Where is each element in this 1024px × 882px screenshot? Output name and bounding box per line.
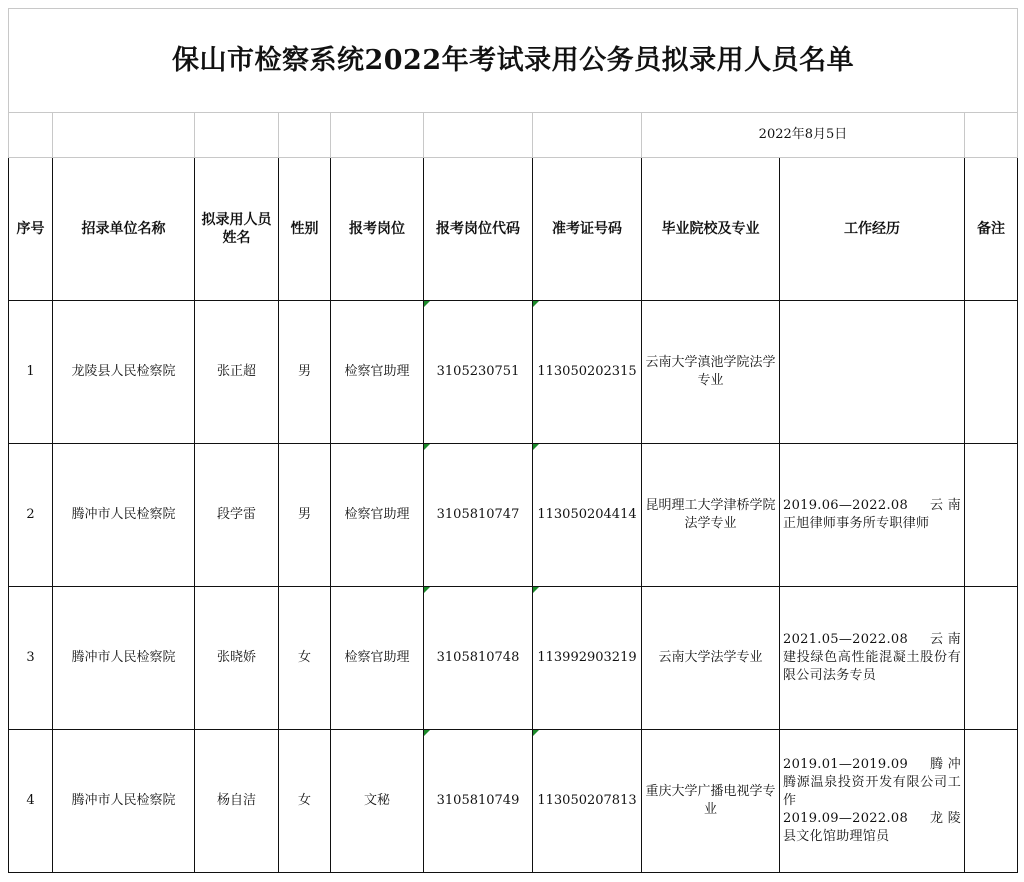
table-row (9, 730, 1018, 873)
recruitment-table (8, 8, 1018, 873)
cell-school: 重庆大学广播电视学专业 (642, 730, 780, 873)
experience-line: 2019.06—2022.08 云南正旭律师事务所专职律师 (783, 498, 961, 531)
cell-post: 检察官助理 (331, 587, 424, 730)
header-school: 毕业院校及专业 (642, 158, 780, 301)
experience-line: 2021.05—2022.08 云南建投绿色高性能混凝土股份有限公司法务专员 (783, 632, 961, 683)
cell-experience (780, 301, 965, 444)
date-row (9, 113, 1018, 158)
header-unit: 招录单位名称 (53, 158, 195, 301)
header-no: 序号 (9, 158, 53, 301)
cell-name: 杨自洁 (195, 730, 279, 873)
header-post: 报考岗位 (331, 158, 424, 301)
cell-gender: 男 (279, 444, 331, 587)
cell-school: 云南大学滇池学院法学专业 (642, 301, 780, 444)
experience-line: 2019.09—2022.08 龙陵县文化馆助理馆员 (783, 811, 961, 844)
cell-ticket: 113050204414 (533, 444, 642, 587)
cell-experience (780, 587, 965, 730)
header-row (9, 158, 1018, 301)
experience-line: 2019.01—2019.09 腾冲腾源温泉投资开发有限公司工作 (783, 757, 961, 808)
cell-post: 检察官助理 (331, 444, 424, 587)
cell-gender: 女 (279, 730, 331, 873)
cell-remark (965, 301, 1018, 444)
header-post-code: 报考岗位代码 (424, 158, 533, 301)
cell-school: 昆明理工大学津桥学院法学专业 (642, 444, 780, 587)
cell-post-code: 3105810749 (424, 730, 533, 873)
cell-experience (780, 444, 965, 587)
cell-post-code: 3105810747 (424, 444, 533, 587)
cell-no: 1 (9, 301, 53, 444)
page-title: 保山市检察系统2022年考试录用公务员拟录用人员名单 (9, 9, 1018, 113)
cell-no: 3 (9, 587, 53, 730)
cell-gender: 女 (279, 587, 331, 730)
header-name: 拟录用人员姓名 (195, 158, 279, 301)
header-gender: 性别 (279, 158, 331, 301)
table-row (9, 301, 1018, 444)
table-row (9, 587, 1018, 730)
cell-gender: 男 (279, 301, 331, 444)
cell-school: 云南大学法学专业 (642, 587, 780, 730)
cell-no: 4 (9, 730, 53, 873)
cell-ticket: 113050202315 (533, 301, 642, 444)
cell-unit: 腾冲市人民检察院 (53, 587, 195, 730)
cell-ticket: 113992903219 (533, 587, 642, 730)
cell-remark (965, 587, 1018, 730)
cell-post: 检察官助理 (331, 301, 424, 444)
cell-remark (965, 730, 1018, 873)
cell-unit: 腾冲市人民检察院 (53, 730, 195, 873)
cell-no: 2 (9, 444, 53, 587)
cell-unit: 腾冲市人民检察院 (53, 444, 195, 587)
cell-unit: 龙陵县人民检察院 (53, 301, 195, 444)
cell-name: 段学雷 (195, 444, 279, 587)
cell-post-code: 3105230751 (424, 301, 533, 444)
cell-remark (965, 444, 1018, 587)
cell-name: 张正超 (195, 301, 279, 444)
cell-post: 文秘 (331, 730, 424, 873)
header-ticket: 准考证号码 (533, 158, 642, 301)
header-remark: 备注 (965, 158, 1018, 301)
cell-experience (780, 730, 965, 873)
cell-post-code: 3105810748 (424, 587, 533, 730)
cell-name: 张晓娇 (195, 587, 279, 730)
header-experience: 工作经历 (780, 158, 965, 301)
publish-date: 2022年8月5日 (642, 113, 965, 158)
cell-ticket: 113050207813 (533, 730, 642, 873)
table-row (9, 444, 1018, 587)
